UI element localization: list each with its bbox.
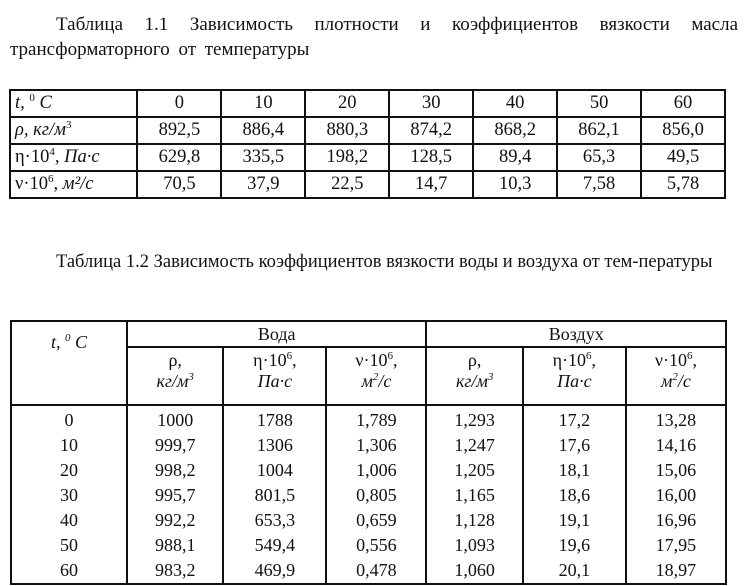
table-cell: 1,093 [426,533,522,558]
table-cell: 198,2 [305,144,389,171]
table-cell: 992,2 [127,508,223,533]
table2-caption: Таблица 1.2 Зависимость коэффициентов вязкости воды и воздуха от тем-пературы [56,252,713,272]
table-cell: 20,1 [523,558,626,584]
table-cell: 1,789 [326,405,426,433]
table-cell: 1,060 [426,558,522,584]
table-cell: 0,805 [326,483,426,508]
table-cell: 10,3 [473,171,557,198]
table-cell: 10 [221,90,305,117]
water-air-viscosity-table [10,320,727,585]
oil-properties-table [9,89,726,199]
temperature-cell: 20 [11,458,127,483]
table-cell: 1,306 [326,433,426,458]
table-row [11,558,726,584]
table-cell: 983,2 [127,558,223,584]
table-cell: 1,006 [326,458,426,483]
table-row [10,90,725,117]
table-cell: 18,6 [523,483,626,508]
temperature-cell: 0 [11,405,127,433]
table-row [10,117,725,144]
table-cell: 19,1 [523,508,626,533]
table-cell: 18,1 [523,458,626,483]
row-label: $\eta\cdot 10^4$, Па·с [10,144,137,171]
table-cell: 49,5 [641,144,725,171]
table-cell: 17,6 [523,433,626,458]
table-cell: 128,5 [389,144,473,171]
table-cell: 1,165 [426,483,522,508]
table-cell: 1,247 [426,433,522,458]
table-cell: 20 [305,90,389,117]
table-row [11,508,726,533]
table-cell: 18,97 [626,558,726,584]
table-cell: 22,5 [305,171,389,198]
table-cell: 60 [641,90,725,117]
table-cell: 5,78 [641,171,725,198]
table-row [11,433,726,458]
table-cell: 50 [557,90,641,117]
table-cell: 65,3 [557,144,641,171]
temperature-cell: 50 [11,533,127,558]
table-row [11,458,726,483]
table-cell: 629,8 [137,144,221,171]
table-cell: 0,659 [326,508,426,533]
temperature-cell: 10 [11,433,127,458]
temperature-cell: 60 [11,558,127,584]
table-cell: 1004 [223,458,326,483]
table-cell: 0,556 [326,533,426,558]
table-cell: 19,6 [523,533,626,558]
water-kinematic-viscosity-header: $\nu\cdot 10^6$, $м^2/с$ [326,347,426,405]
water-group-header: Вода [127,321,426,347]
table-cell: 13,28 [626,405,726,433]
table-cell: 880,3 [305,117,389,144]
row-label: t, $^0$ C [10,90,137,117]
row-label: $\nu\cdot 10^6$, м²/с [10,171,137,198]
table-row [11,405,726,433]
table-cell: 7,58 [557,171,641,198]
table-cell: 998,2 [127,458,223,483]
table-cell: 17,2 [523,405,626,433]
table-cell: 1000 [127,405,223,433]
table-cell: 1,205 [426,458,522,483]
table-cell: 999,7 [127,433,223,458]
table-cell: 1788 [223,405,326,433]
table-cell: 16,00 [626,483,726,508]
table-cell: 1,128 [426,508,522,533]
temperature-cell: 30 [11,483,127,508]
air-kinematic-viscosity-header: $\nu\cdot 10^6$, $м^2/с$ [626,347,726,405]
table-cell: 37,9 [221,171,305,198]
air-group-header: Воздух [426,321,726,347]
table-cell: 40 [473,90,557,117]
table-row [10,171,725,198]
table-cell: 469,9 [223,558,326,584]
water-dynamic-viscosity-header: $\eta\cdot 10^6$, Па·с [223,347,326,405]
air-density-header: ρ, $кг/м^3$ [426,347,522,405]
water-density-header: ρ, $кг/м^3$ [127,347,223,405]
table-cell: 868,2 [473,117,557,144]
table-cell: 335,5 [221,144,305,171]
table-cell: 988,1 [127,533,223,558]
table-cell: 886,4 [221,117,305,144]
table-cell: 862,1 [557,117,641,144]
table-cell: 653,3 [223,508,326,533]
table-cell: 1306 [223,433,326,458]
table-cell: 0,478 [326,558,426,584]
table-row [11,483,726,508]
air-dynamic-viscosity-header: $\eta\cdot 10^6$, Па·с [523,347,626,405]
table1-caption: Таблица 1.1 Зависимость плотности и коэффициентов вязкости масла трансформаторного от температуры [10,14,738,60]
temperature-cell: 40 [11,508,127,533]
row-label: ρ, $кг/м^3$ [10,117,137,144]
table-cell: 0 [137,90,221,117]
table-cell: 15,06 [626,458,726,483]
table-cell: 30 [389,90,473,117]
table-cell: 801,5 [223,483,326,508]
table-cell: 1,293 [426,405,522,433]
table-cell: 89,4 [473,144,557,171]
table-cell: 856,0 [641,117,725,144]
table-cell: 892,5 [137,117,221,144]
table-cell: 17,95 [626,533,726,558]
table-row [11,533,726,558]
table-cell: 70,5 [137,171,221,198]
table-cell: 16,96 [626,508,726,533]
table-cell: 14,16 [626,433,726,458]
table-cell: 995,7 [127,483,223,508]
table-cell: 549,4 [223,533,326,558]
table-cell: 874,2 [389,117,473,144]
temperature-header: t, $^0$ C [11,321,127,405]
table-row [10,144,725,171]
table-cell: 14,7 [389,171,473,198]
